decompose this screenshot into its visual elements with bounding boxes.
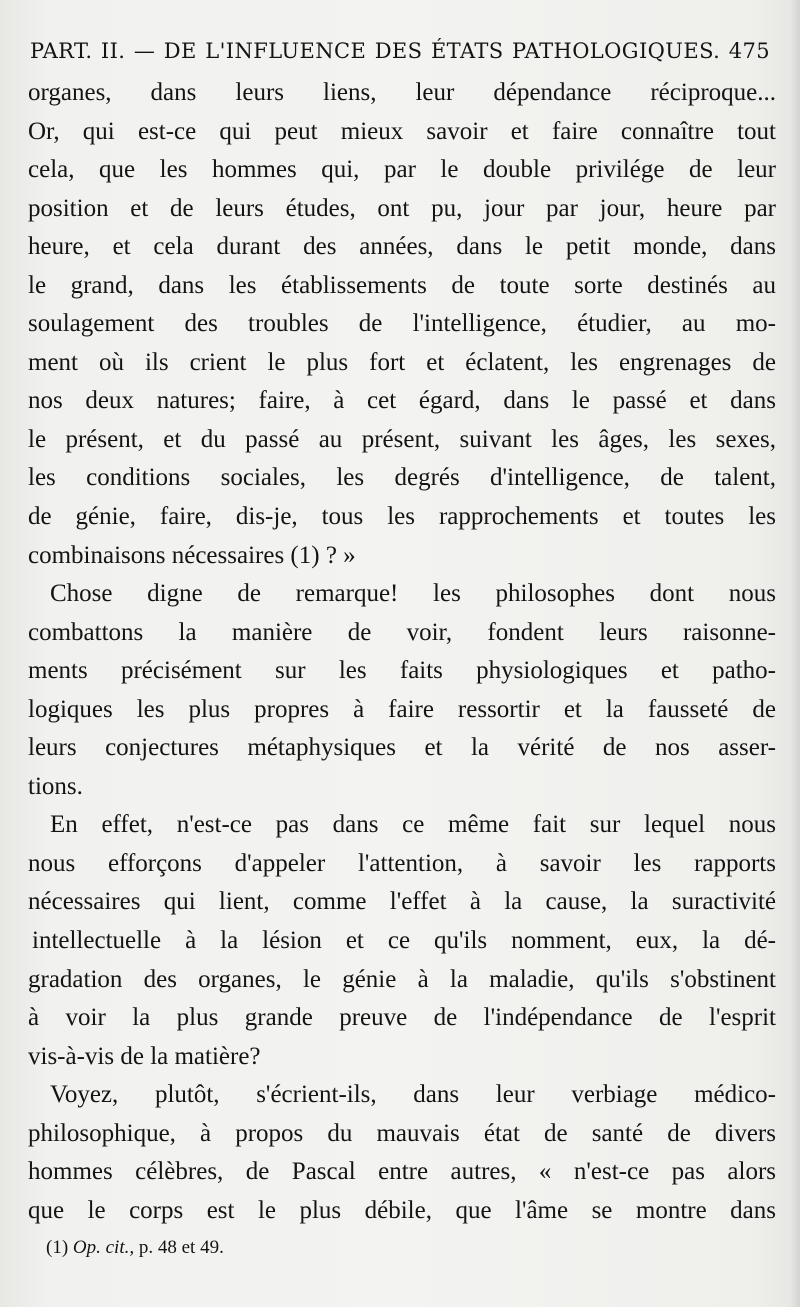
text-line: le présent, et du passé au présent, suivant les âges, les sexes, bbox=[28, 425, 776, 453]
footnote-marker: (1) bbox=[46, 1237, 69, 1258]
text-line: organes, dans leurs liens, leur dépendance réciproque... bbox=[28, 79, 776, 106]
text-line: Or, qui est-ce qui peut mieux savoir et faire connaître tout bbox=[28, 117, 776, 145]
text-line: nous efforçons d'appeler l'attention, à savoir les rapports bbox=[28, 849, 776, 877]
text-line: vis-à-vis de la matière? bbox=[28, 1042, 261, 1070]
footnote-pages: p. 48 et 49. bbox=[138, 1237, 224, 1258]
paragraph-start-line: En effet, n'est-ce pas dans ce même fait sur lequel nous bbox=[50, 811, 776, 839]
text-line: les conditions sociales, les degrés d'intelligence, de talent, bbox=[28, 464, 776, 492]
text-line: position et de leurs études, ont pu, jour par jour, heure par bbox=[28, 194, 776, 222]
text-line: ments précisément sur les faits physiologiques et patho- bbox=[28, 657, 776, 685]
paragraph-start-line: Chose digne de remarque! les philosophes dont nous bbox=[50, 580, 776, 608]
body-text bbox=[28, 74, 776, 1230]
text-line: nécessaires qui lient, comme l'effet à la cause, la suractivité bbox=[28, 888, 776, 916]
footnote-citation: Op. cit., bbox=[72, 1237, 135, 1258]
text-line: leurs conjectures métaphysiques et la vérité de nos asser- bbox=[28, 734, 776, 762]
running-header bbox=[30, 38, 770, 64]
text-line: le grand, dans les établissements de toute sorte destinés au bbox=[28, 271, 776, 299]
text-line: de génie, faire, dis-je, tous les rapprochements et toutes les bbox=[28, 503, 776, 531]
text-line: combattons la manière de voir, fondent leurs raisonne- bbox=[28, 618, 776, 646]
text-line: à voir la plus grande preuve de l'indépendance de l'esprit bbox=[28, 1004, 776, 1032]
text-line: ment où ils crient le plus fort et éclatent, les engrenages de bbox=[28, 348, 776, 376]
paragraph-start-line: Voyez, plutôt, s'écrient-ils, dans leur verbiage médico- bbox=[50, 1081, 776, 1109]
text-line: philosophique, à propos du mauvais état de santé de divers bbox=[28, 1119, 776, 1147]
footnote bbox=[46, 1235, 224, 1261]
text-line: soulagement des troubles de l'intelligence, étudier, au mo- bbox=[28, 310, 776, 338]
page-number: 475 bbox=[728, 39, 771, 63]
text-line: nos deux natures; faire, à cet égard, dans le passé et dans bbox=[28, 387, 776, 415]
text-line: logiques les plus propres à faire ressortir et la fausseté de bbox=[28, 695, 776, 723]
text-line: intellectuelle à la lésion et ce qu'ils nomment, eux, la dé- bbox=[32, 927, 776, 955]
text-line: tions. bbox=[28, 772, 83, 800]
text-line: cela, que les hommes qui, par le double privilége de leur bbox=[28, 156, 776, 184]
running-title: PART. II. — DE L'INFLUENCE DES ÉTATS PATHOLOGIQUES. bbox=[30, 39, 721, 63]
text-line: gradation des organes, le génie à la maladie, qu'ils s'obstinent bbox=[28, 965, 776, 993]
text-line: combinaisons nécessaires (1) ? » bbox=[28, 541, 356, 569]
text-line: heure, et cela durant des années, dans le petit monde, dans bbox=[28, 233, 776, 261]
text-line: hommes célèbres, de Pascal entre autres, « n'est-ce pas alors bbox=[28, 1158, 776, 1186]
text-line: que le corps est le plus débile, que l'âme se montre dans bbox=[28, 1196, 776, 1224]
